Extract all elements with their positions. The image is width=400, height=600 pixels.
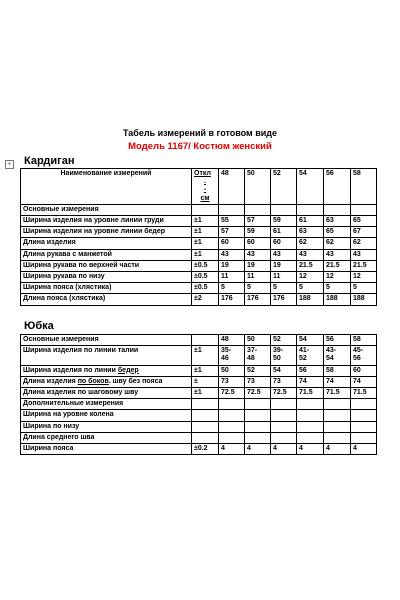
measurement-value: 19	[245, 260, 271, 271]
measurement-value: 61	[271, 227, 297, 238]
table-row	[21, 283, 377, 294]
table-row	[21, 388, 377, 399]
measurement-value	[245, 432, 271, 443]
measurement-value	[297, 432, 324, 443]
measurement-value	[297, 204, 324, 215]
measurement-value	[297, 399, 324, 410]
measurement-name: Ширина рукава по верхней части	[21, 260, 192, 271]
measurement-value: 60	[245, 238, 271, 249]
measurement-value: 62	[297, 238, 324, 249]
measurement-value: 57	[219, 227, 245, 238]
table-row	[21, 204, 377, 215]
name-part: Длина изделия	[23, 377, 78, 385]
model-title: Модель 1167/ Костюм женский	[128, 141, 272, 152]
measurement-value	[324, 204, 351, 215]
size-header: 54	[297, 169, 324, 205]
cardigan-measurements-table	[20, 168, 377, 306]
measurement-value	[271, 421, 297, 432]
measurement-value: 74	[351, 376, 377, 387]
measurement-value	[271, 399, 297, 410]
measurement-value	[245, 410, 271, 421]
measurement-value: 21.5	[324, 260, 351, 271]
cardigan-section-title: Кардиган	[24, 155, 75, 167]
measurement-tolerance: ±1	[192, 365, 219, 376]
size-header: 56	[324, 169, 351, 205]
measurement-value	[271, 432, 297, 443]
name-part: Дополнительные измерения	[23, 400, 124, 408]
measurement-tolerance	[192, 204, 219, 215]
table-row	[21, 227, 377, 238]
measurement-tolerance: ±	[192, 376, 219, 387]
measurement-value: 60	[351, 365, 377, 376]
measurement-value	[219, 346, 245, 365]
measurement-value: 176	[245, 294, 271, 305]
value-range-end: 46	[221, 355, 229, 363]
measurement-value	[219, 432, 245, 443]
measurement-value: 5	[297, 283, 324, 294]
tolerance-header-line: .	[204, 178, 206, 186]
measurement-value: 5	[271, 283, 297, 294]
measurement-value: 21.5	[351, 260, 377, 271]
measurement-value: 71.5	[324, 388, 351, 399]
value-range-end: 52	[299, 355, 307, 363]
table-row	[21, 421, 377, 432]
size-header: 54	[297, 335, 324, 346]
measurement-value: 12	[324, 272, 351, 283]
measurement-tolerance: ±2	[192, 294, 219, 305]
size-header: 48	[219, 169, 245, 205]
measurement-tolerance: ±1	[192, 238, 219, 249]
measurement-value: 73	[219, 376, 245, 387]
measurement-value: 56	[297, 365, 324, 376]
measurement-value: 43	[297, 249, 324, 260]
measurement-value: 12	[351, 272, 377, 283]
measurement-value: 19	[271, 260, 297, 271]
measurement-tolerance	[192, 410, 219, 421]
measurement-tolerance	[192, 432, 219, 443]
measurement-name	[21, 388, 192, 399]
measurement-value	[324, 432, 351, 443]
measurement-value	[297, 410, 324, 421]
measurement-value: 62	[351, 238, 377, 249]
measurement-value: 188	[297, 294, 324, 305]
measurement-name	[21, 365, 192, 376]
size-header: 58	[351, 169, 377, 205]
measurement-value	[324, 421, 351, 432]
value-range-end: 54	[326, 355, 334, 363]
tolerance-header-line: -	[203, 186, 207, 194]
measurement-value: 72.5	[271, 388, 297, 399]
value-range-end: 48	[247, 355, 255, 363]
measurement-name: Длина изделия	[21, 238, 192, 249]
measurement-value	[271, 410, 297, 421]
measurement-name	[21, 410, 192, 421]
value-range-start: 35-	[221, 347, 232, 355]
measurement-value	[219, 204, 245, 215]
measurement-value	[219, 421, 245, 432]
measurement-value: 5	[324, 283, 351, 294]
measurement-name: Длина рукава с манжетой	[21, 249, 192, 260]
table-header-row	[21, 335, 377, 346]
measurement-value: 60	[219, 238, 245, 249]
measurement-name	[21, 432, 192, 443]
size-header: 52	[271, 335, 297, 346]
measurement-value: 59	[271, 216, 297, 227]
measurement-name: Основные измерения	[21, 204, 192, 215]
measurement-name: Ширина изделия по линии талии	[21, 346, 192, 365]
measurement-value: 54	[271, 365, 297, 376]
measurement-name: Длина пояса (хлястика)	[21, 294, 192, 305]
measurement-value	[245, 204, 271, 215]
measurement-value: 43	[324, 249, 351, 260]
measurement-value: 63	[297, 227, 324, 238]
measurement-tolerance: ±1	[192, 227, 219, 238]
measurement-value: 65	[351, 216, 377, 227]
size-header: 48	[219, 335, 245, 346]
value-range-start: 37-	[247, 347, 258, 355]
measurement-value: 4	[297, 444, 324, 455]
measurement-value	[351, 432, 377, 443]
measurement-value: 59	[245, 227, 271, 238]
table-row	[21, 432, 377, 443]
measurement-value: 58	[324, 365, 351, 376]
measurement-value: 19	[219, 260, 245, 271]
value-range-start: 43-	[326, 347, 337, 355]
measurement-value: 188	[351, 294, 377, 305]
measurement-value: 43	[245, 249, 271, 260]
measurement-value: 4	[324, 444, 351, 455]
size-header: 58	[351, 335, 377, 346]
name-part-underlined: по боков	[77, 377, 109, 385]
size-header: 56	[324, 335, 351, 346]
measurement-value	[271, 204, 297, 215]
measurement-value: 74	[297, 376, 324, 387]
name-part-underlined: бедер	[117, 366, 139, 374]
measurement-tolerance: ±1	[192, 216, 219, 227]
measurement-name	[21, 421, 192, 432]
table-row	[21, 216, 377, 227]
measurement-value	[271, 346, 297, 365]
size-header: 50	[245, 335, 271, 346]
column-header-tolerance	[192, 335, 219, 346]
measurement-value: 4	[219, 444, 245, 455]
measurement-name: Ширина изделия на уровне линии бедер	[21, 227, 192, 238]
move-handle-icon[interactable]: +	[5, 160, 14, 169]
column-header-name: Наименование измерений	[21, 169, 192, 205]
measurement-name: Ширина изделия на уровне линии груди	[21, 216, 192, 227]
measurement-value: 188	[324, 294, 351, 305]
measurement-tolerance: ±1	[192, 388, 219, 399]
measurement-tolerance: ±1	[192, 249, 219, 260]
measurement-name	[21, 376, 192, 387]
measurement-value: 12	[297, 272, 324, 283]
measurement-value: 4	[245, 444, 271, 455]
measurement-value: 43	[271, 249, 297, 260]
skirt-section-title: Юбка	[24, 320, 54, 332]
measurement-tolerance: ±0.2	[192, 444, 219, 455]
page-title: Табель измерений в готовом виде	[122, 128, 277, 138]
table-row	[21, 238, 377, 249]
measurement-value: 62	[324, 238, 351, 249]
measurement-value: 65	[324, 227, 351, 238]
measurement-tolerance: ±0.5	[192, 283, 219, 294]
measurement-name	[21, 399, 192, 410]
table-row	[21, 260, 377, 271]
measurement-value	[245, 421, 271, 432]
column-header-name: Основные измерения	[21, 335, 192, 346]
measurement-value: 11	[245, 272, 271, 283]
measurement-value	[351, 421, 377, 432]
table-row	[21, 410, 377, 421]
measurement-value	[324, 410, 351, 421]
measurement-value: 4	[271, 444, 297, 455]
measurement-tolerance	[192, 421, 219, 432]
measurement-value: 4	[351, 444, 377, 455]
measurement-value: 73	[271, 376, 297, 387]
measurement-value: 43	[351, 249, 377, 260]
value-range-end: 56	[353, 355, 361, 363]
measurement-value: 52	[245, 365, 271, 376]
value-range-start: 41-	[299, 347, 310, 355]
measurement-value	[351, 204, 377, 215]
measurement-value: 61	[297, 216, 324, 227]
measurement-value: 72.5	[245, 388, 271, 399]
measurement-value: 71.5	[297, 388, 324, 399]
measurement-value	[351, 399, 377, 410]
measurement-value: 11	[271, 272, 297, 283]
table-row	[21, 365, 377, 376]
measurement-tolerance: ±0.5	[192, 272, 219, 283]
table-row	[21, 294, 377, 305]
measurement-name	[21, 444, 192, 455]
column-header-tolerance	[192, 169, 219, 205]
table-header-row	[21, 169, 377, 205]
measurement-value	[351, 410, 377, 421]
table-row	[21, 272, 377, 283]
measurement-tolerance: ±1	[192, 346, 219, 365]
tolerance-header-line: Откл	[194, 170, 211, 177]
table-row	[21, 444, 377, 455]
table-row	[21, 376, 377, 387]
measurement-value: 176	[219, 294, 245, 305]
measurement-value	[245, 399, 271, 410]
measurement-value	[219, 410, 245, 421]
measurement-tolerance: ±0.5	[192, 260, 219, 271]
skirt-measurements-table	[20, 334, 377, 455]
measurement-value: 60	[271, 238, 297, 249]
measurement-value: 5	[351, 283, 377, 294]
measurement-value: 74	[324, 376, 351, 387]
measurement-value: 176	[271, 294, 297, 305]
measurement-value: 57	[245, 216, 271, 227]
value-range-start: 39-	[273, 347, 284, 355]
measurement-value: 63	[324, 216, 351, 227]
measurement-value: 50	[219, 365, 245, 376]
measurement-value	[297, 421, 324, 432]
table-row	[21, 399, 377, 410]
measurement-value	[351, 346, 377, 365]
measurement-value	[219, 399, 245, 410]
measurement-value	[324, 399, 351, 410]
measurement-value: 5	[245, 283, 271, 294]
name-part: Длина среднего шва	[23, 433, 95, 441]
measurement-value: 72.5	[219, 388, 245, 399]
name-part: Ширина по низу	[23, 422, 80, 430]
measurement-value: 43	[219, 249, 245, 260]
measurement-value: 11	[219, 272, 245, 283]
name-part: . шву без пояса	[108, 377, 163, 385]
size-header: 50	[245, 169, 271, 205]
name-part: Ширина на уровне колена	[23, 411, 114, 419]
name-part: Длина изделия по шаговому шву	[23, 389, 139, 397]
table-row	[21, 249, 377, 260]
name-part: Ширина пояса	[23, 445, 74, 453]
size-header: 52	[271, 169, 297, 205]
measurement-value	[297, 346, 324, 365]
measurement-name: Ширина пояса (хлястика)	[21, 283, 192, 294]
measurement-value: 73	[245, 376, 271, 387]
measurement-value: 55	[219, 216, 245, 227]
measurement-value	[324, 346, 351, 365]
measurement-tolerance	[192, 399, 219, 410]
name-part: Ширина изделия по линии	[23, 366, 118, 374]
tolerance-header-line: см	[200, 194, 210, 202]
value-range-start: 45-	[353, 347, 364, 355]
value-range-end: 50	[273, 355, 281, 363]
measurement-name: Ширина рукава по низу	[21, 272, 192, 283]
measurement-value: 21.5	[297, 260, 324, 271]
measurement-value	[245, 346, 271, 365]
measurement-value: 67	[351, 227, 377, 238]
measurement-value: 71.5	[351, 388, 377, 399]
table-row	[21, 346, 377, 365]
measurement-value: 5	[219, 283, 245, 294]
